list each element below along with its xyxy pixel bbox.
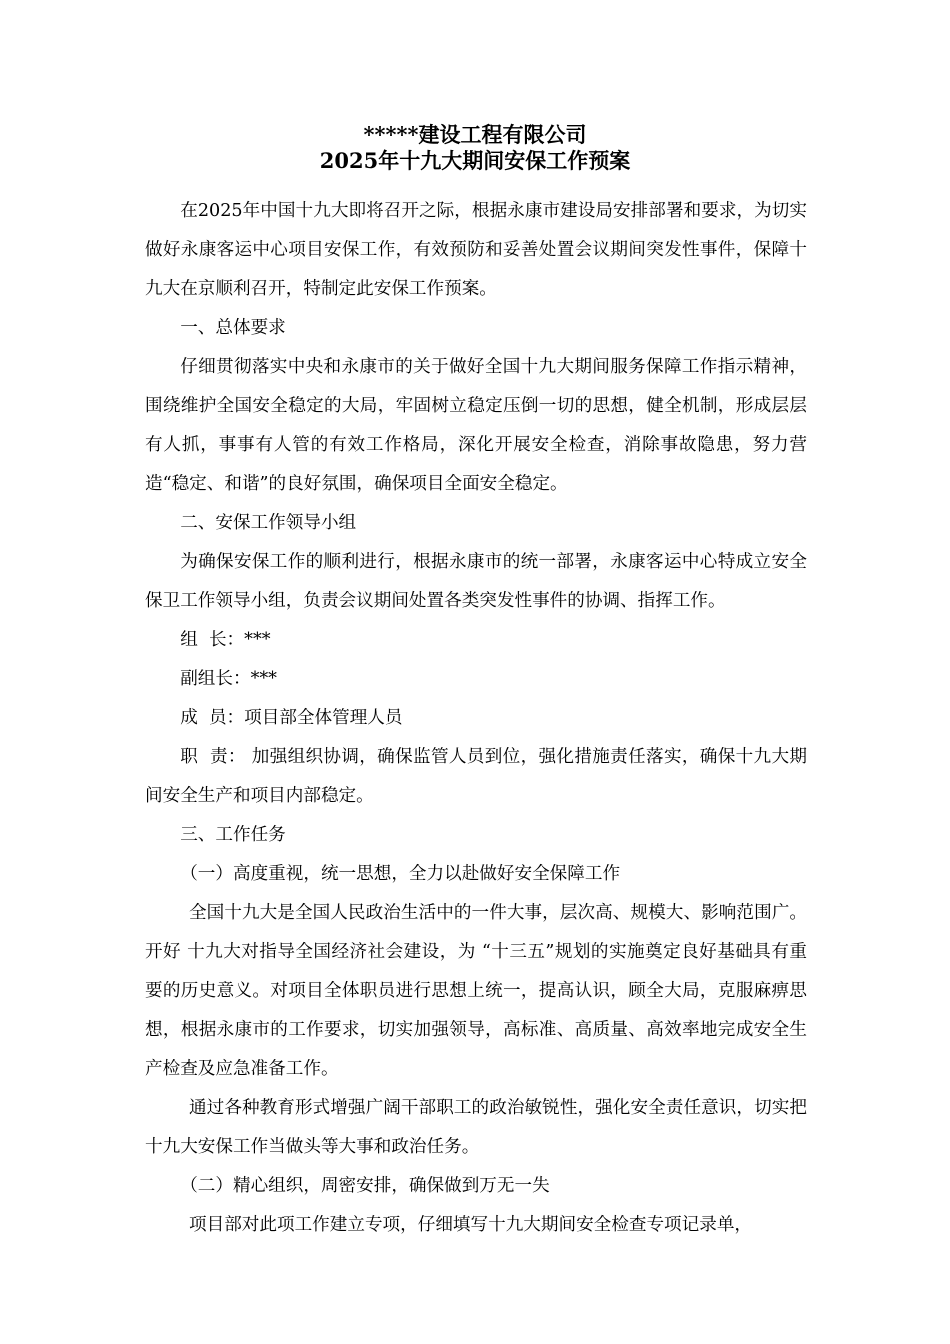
task-paragraph-2: 通过各种教育形式增强广阔干部职工的政治敏锐性，强化安全责任意识，切实把十九大安保工作当做头等大事和政治任务。 bbox=[145, 1098, 807, 1157]
group-leader-line: 组 长：*** bbox=[180, 630, 271, 650]
document-body bbox=[145, 192, 807, 1245]
general-requirements-paragraph: 仔细贯彻落实中央和永康市的关于做好全国十九大期间服务保障工作指示精神，围绕维护全国安全稳定的大局，牢固树立稳定压倒一切的思想，健全机制，形成层层有人抓，事事有人管的有效工作格局，深化开展安全检查，消除事故隐患，努力营造“稳定、和谐”的良好氛围，确保项目全面安全稳定。 bbox=[145, 357, 807, 494]
leadership-group-paragraph: 为确保安保工作的顺利进行，根据永康市的统一部署，永康客运中心特成立安全保卫工作领导小组，负责会议期间处置各类突发性事件的协调、指挥工作。 bbox=[145, 552, 807, 611]
company-name: *****建设工程有限公司 bbox=[363, 122, 587, 147]
subsection-heading-1: （一）高度重视，统一思想，全力以赴做好安全保障工作 bbox=[180, 864, 621, 884]
section-heading-general-requirements: 一、总体要求 bbox=[180, 318, 286, 338]
members-line: 成 员：项目部全体管理人员 bbox=[180, 708, 403, 728]
subsection-heading-2: （二）精心组织，周密安排，确保做到万无一失 bbox=[180, 1176, 550, 1196]
responsibilities-paragraph: 职 责： 加强组织协调，确保监管人员到位，强化措施责任落实，确保十九大期间安全生产和项目内部稳定。 bbox=[145, 747, 807, 806]
task-paragraph-3: 项目部对此项工作建立专项，仔细填写十九大期间安全检查专项记录单， bbox=[189, 1215, 753, 1235]
deputy-leader-line: 副组长：*** bbox=[180, 669, 277, 689]
section-heading-leadership-group: 二、安保工作领导小组 bbox=[180, 513, 357, 533]
task-paragraph-1: 全国十九大是全国人民政治生活中的一件大事，层次高、规模大、影响范围广。开好 十九大对指导全国经济社会建设，为 “十三五”规划的实施奠定良好基础具有重要的历史意义。对项目全体职员进行思想上统一，提高认识，顾全大局，克服麻痹思想，根据永康市的工作要求，切实加强领导，高标准、高质量、高效率地完成安全生产检查及应急准备工作。 bbox=[145, 903, 807, 1079]
intro-paragraph: 在2025年中国十九大即将召开之际，根据永康市建设局安排部署和要求，为切实做好永康客运中心项目安保工作，有效预防和妥善处置会议期间突发性事件，保障十九大在京顺利召开，特制定此安保工作预案。 bbox=[145, 201, 807, 299]
section-heading-work-tasks: 三、工作任务 bbox=[180, 825, 286, 845]
document-title: 2025年十九大期间安保工作预案 bbox=[319, 148, 631, 173]
